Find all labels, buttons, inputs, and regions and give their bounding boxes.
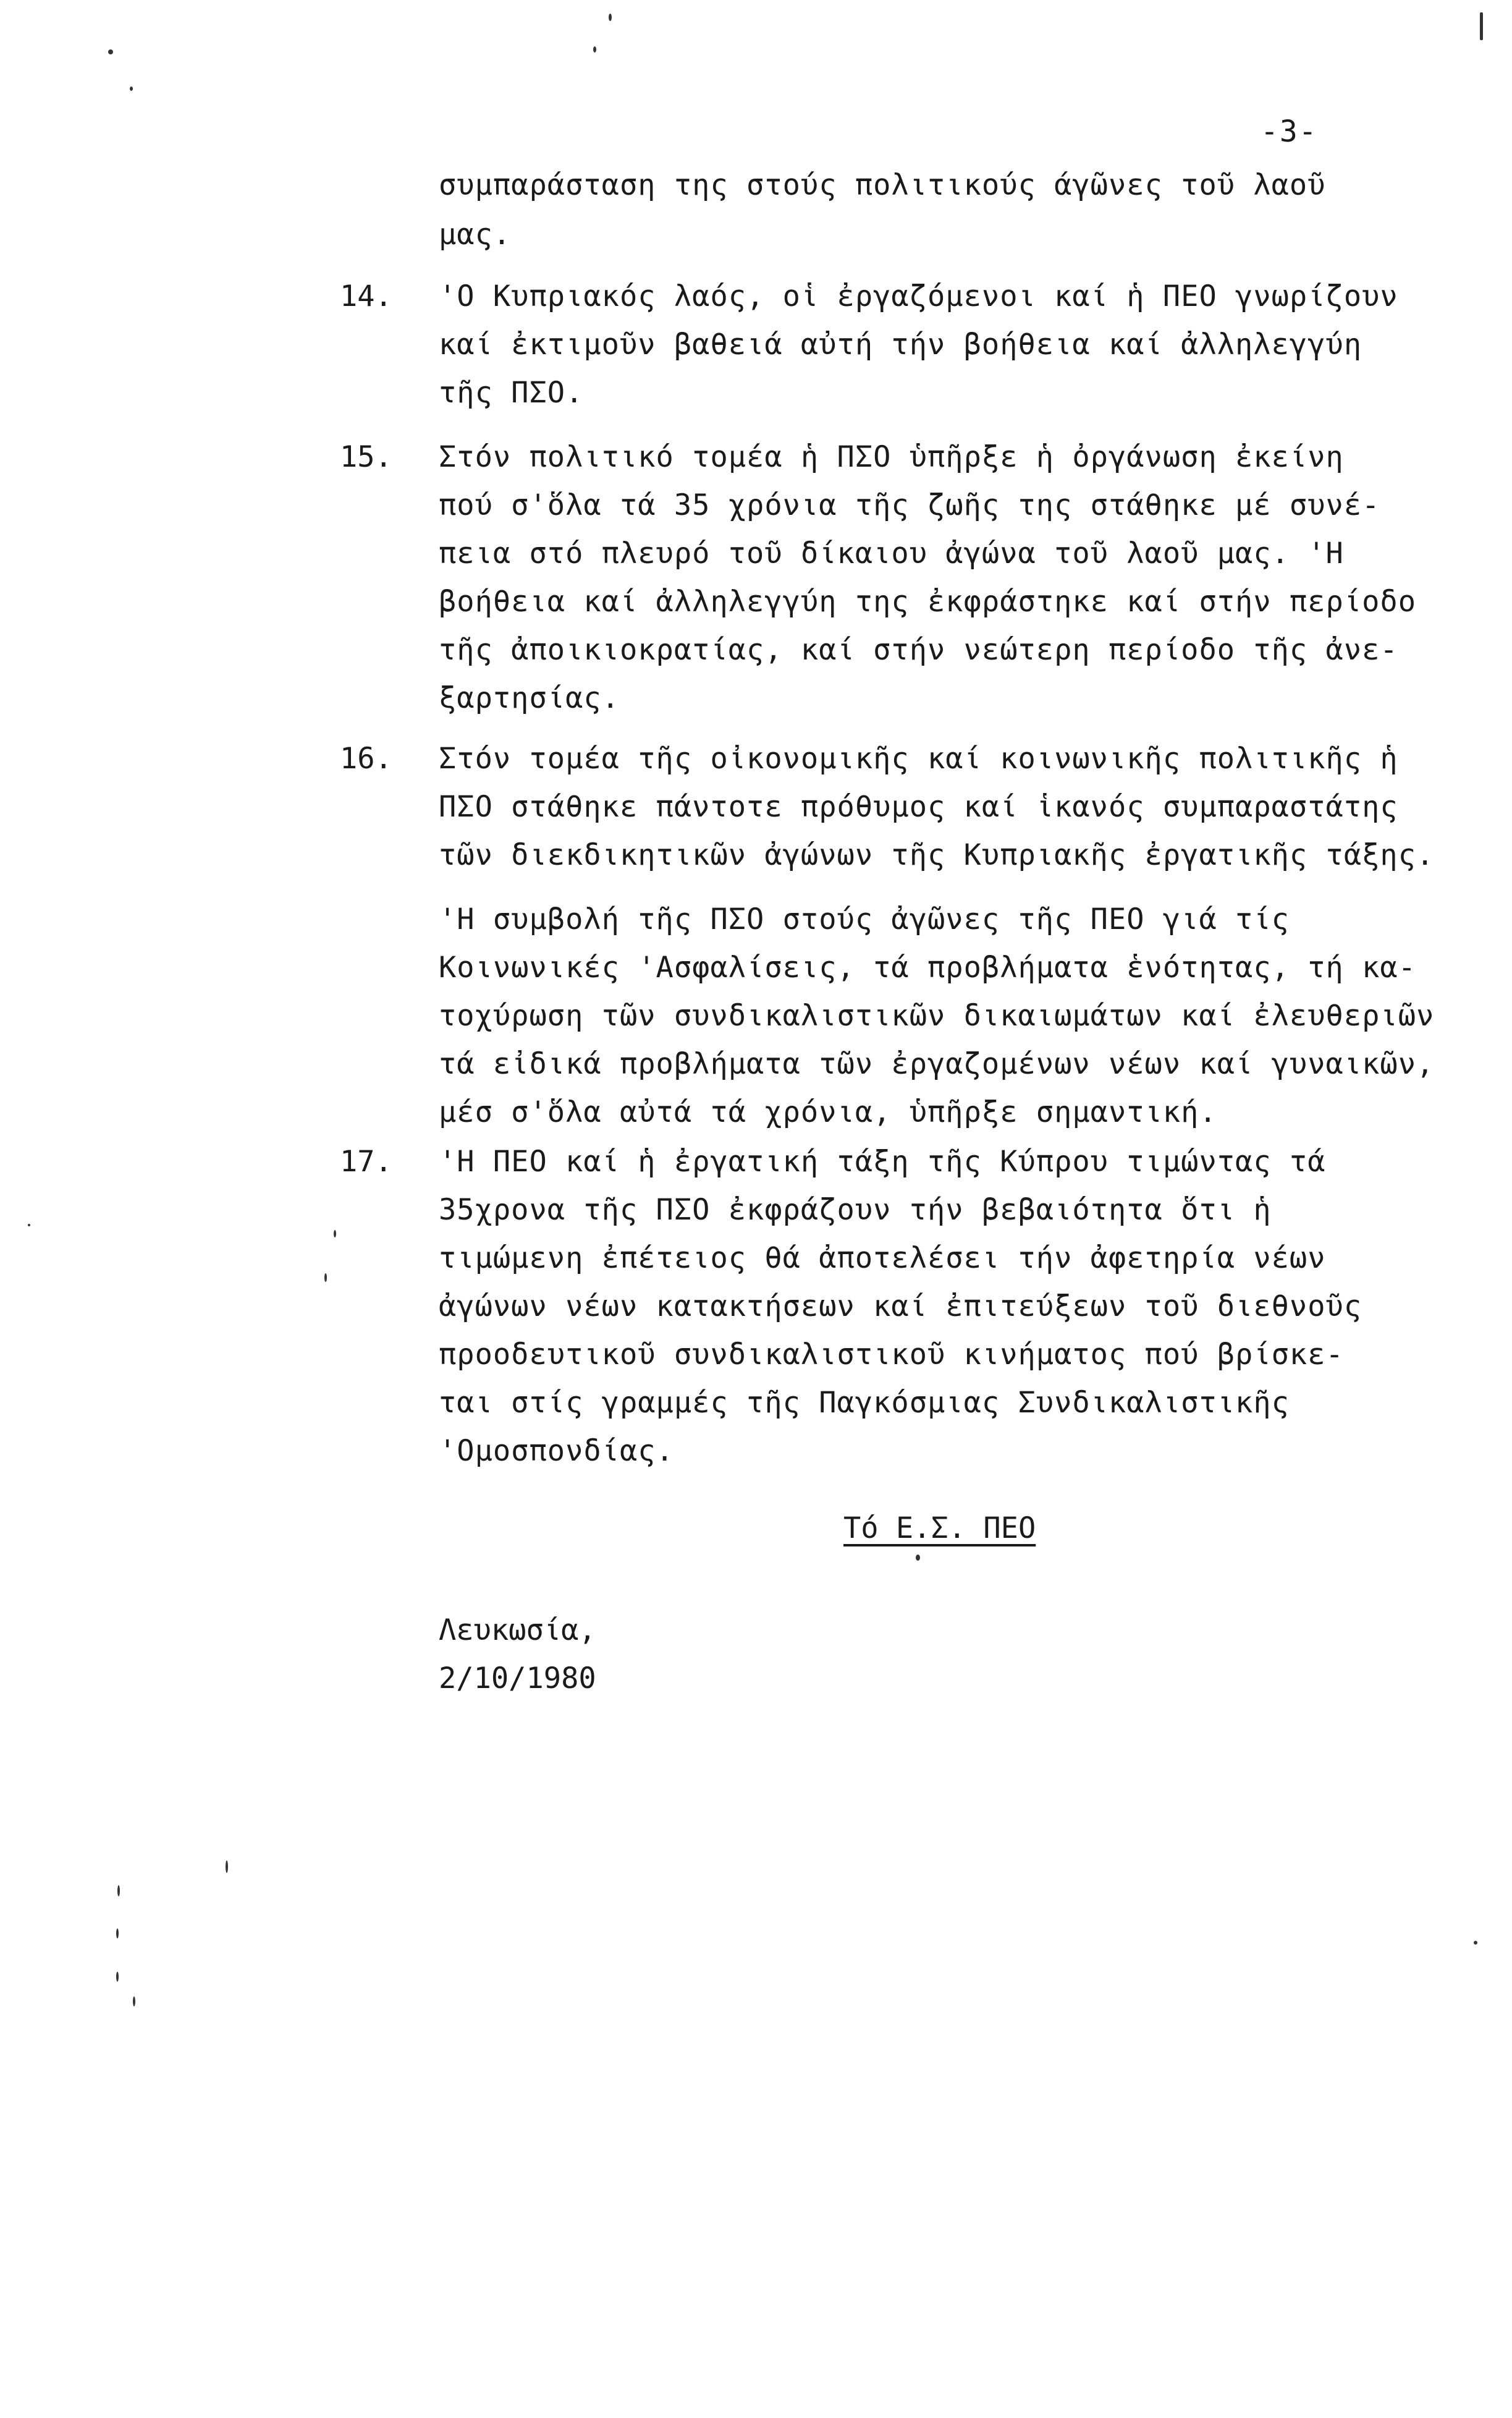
item-number-15: 15.: [340, 440, 392, 474]
item-16-paragraph-line: μέσ σ'ὅλα αὐτά τά χρόνια, ὑπῆρξε σημαντική.: [439, 1095, 1217, 1129]
item-number-16: 16.: [340, 742, 392, 776]
scan-speck: [593, 46, 596, 53]
item-16-paragraph-line: τά εἰδικά προβλήματα τῶν ἐργαζομένων νέων καί γυναικῶν,: [439, 1047, 1435, 1081]
scan-speck: [324, 1273, 327, 1282]
item-14-line: τῆς ΠΣΟ.: [439, 376, 584, 410]
item-17-line: ται στίς γραμμές τῆς Παγκόσμιας Συνδικαλιστικῆς: [439, 1386, 1290, 1420]
scan-speck: [116, 1928, 119, 1938]
item-16-line: Στόν τομέα τῆς οἰκονομικῆς καί κοινωνικῆς πολιτικῆς ἡ: [439, 742, 1398, 776]
scan-speck: [133, 1996, 135, 2006]
scan-speck: [116, 1972, 119, 1982]
item-17-line: τιμώμενη ἐπέτειος θά ἀποτελέσει τήν ἀφετηρία νέων: [439, 1241, 1326, 1275]
item-15-line: τῆς ἀποικιοκρατίας, καί στήν νεώτερη περίοδο τῆς ἀνε-: [439, 633, 1398, 667]
item-15-line: πεια στό πλευρό τοῦ δίκαιου ἀγώνα τοῦ λαοῦ μας. 'Η: [439, 537, 1344, 571]
item-16-line: ΠΣΟ στάθηκε πάντοτε πρόθυμος καί ἱκανός συμπαραστάτης: [439, 790, 1398, 824]
scan-speck: [916, 1555, 920, 1561]
scan-speck: [108, 49, 113, 54]
scan-speck: [130, 87, 133, 91]
item-14-line: 'Ο Κυπριακός λαός, οἱ ἐργαζόμενοι καί ἡ ΠΕΟ γνωρίζουν: [439, 279, 1398, 313]
item-16-line: τῶν διεκδικητικῶν ἀγώνων τῆς Κυπριακῆς ἐργατικῆς τάξης.: [439, 838, 1435, 872]
scan-speck: [117, 1885, 120, 1896]
scan-speck: [226, 1860, 228, 1873]
item-15-line: Στόν πολιτικό τομέα ἡ ΠΣΟ ὑπῆρξε ἡ ὀργάνωση ἐκείνη: [439, 440, 1344, 474]
intro-line: μας.: [439, 218, 512, 252]
document-date: 2/10/1980: [439, 1661, 596, 1695]
scan-speck: [28, 1224, 30, 1226]
item-15-line: πού σ'ὅλα τά 35 χρόνια τῆς ζωῆς της στάθηκε μέ συνέ-: [439, 488, 1380, 522]
scan-speck: [334, 1230, 336, 1237]
scan-speck: [609, 14, 612, 21]
item-17-line: προοδευτικοῦ συνδικαλιστικοῦ κινήματος πού βρίσκε-: [439, 1338, 1344, 1372]
item-15-line: βοήθεια καί ἀλληλεγγύη της ἐκφράστηκε καί στήν περίοδο: [439, 585, 1417, 619]
item-16-paragraph-line: τοχύρωση τῶν συνδικαλιστικῶν δικαιωμάτων καί ἐλευθεριῶν: [439, 999, 1435, 1033]
scan-speck: [1480, 12, 1483, 40]
item-number-14: 14.: [340, 279, 392, 313]
item-14-line: καί ἐκτιμοῦν βαθειά αὐτή τήν βοήθεια καί ἀλληλεγγύη: [439, 328, 1362, 362]
page-number: -3-: [1261, 114, 1318, 149]
item-16-paragraph-line: Κοινωνικές 'Ασφαλίσεις, τά προβλήματα ἑνότητας, τή κα-: [439, 951, 1417, 985]
item-17-line: 35χρονα τῆς ΠΣΟ ἐκφράζουν τήν βεβαιότητα ὅτι ἡ: [439, 1193, 1272, 1227]
place-of-issue: Λευκωσία,: [439, 1613, 596, 1647]
item-15-line: ξαρτησίας.: [439, 681, 620, 715]
intro-line: συμπαράσταση της στούς πολιτικούς άγῶνες τοῦ λαοῦ: [439, 168, 1326, 202]
item-17-line: 'Η ΠΕΟ καί ἡ ἐργατική τάξη τῆς Κύπρου τιμώντας τά: [439, 1145, 1326, 1179]
scan-speck: [1474, 1941, 1477, 1945]
item-number-17: 17.: [340, 1145, 392, 1179]
signature-line: Τό Ε.Σ. ΠΕΟ: [843, 1511, 1036, 1545]
item-17-line: 'Ομοσπονδίας.: [439, 1434, 674, 1468]
item-16-paragraph-line: 'Η συμβολή τῆς ΠΣΟ στούς ἀγῶνες τῆς ΠΕΟ γιά τίς: [439, 902, 1290, 936]
item-17-line: ἀγώνων νέων κατακτήσεων καί ἐπιτεύξεων τοῦ διεθνοῦς: [439, 1289, 1362, 1323]
